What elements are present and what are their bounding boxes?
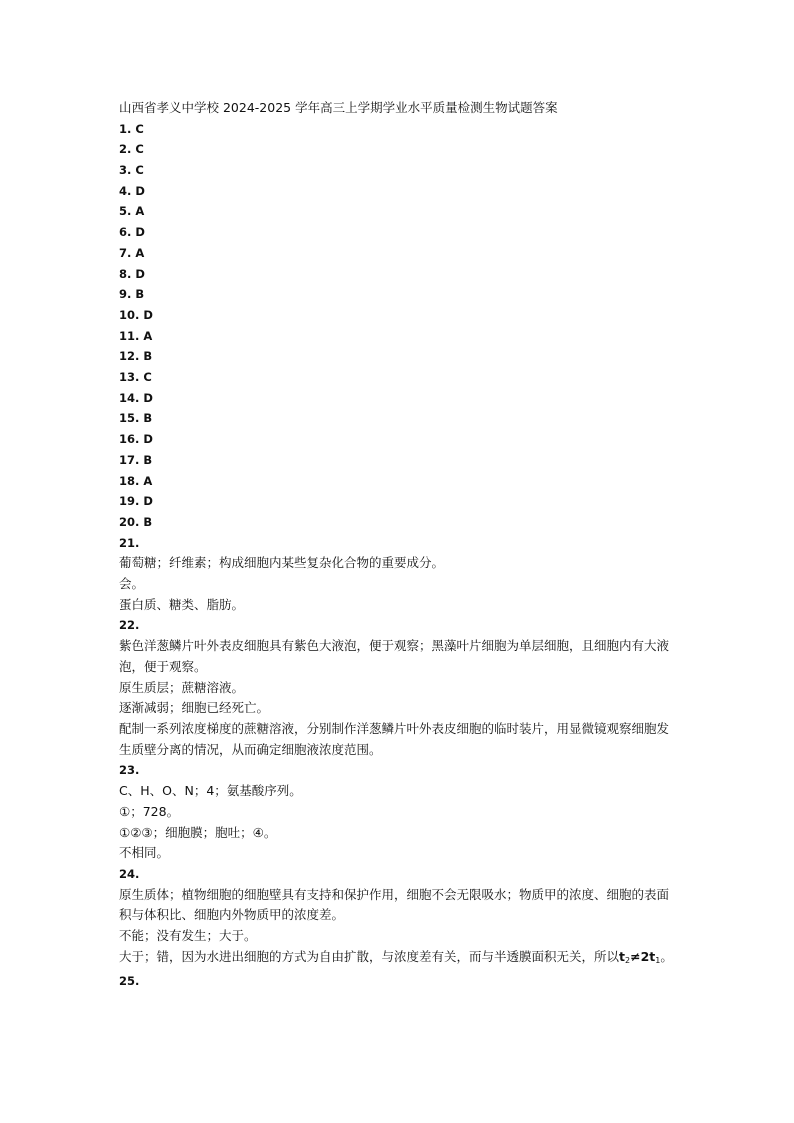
answer-item xyxy=(119,139,679,160)
question-23-answer xyxy=(119,760,679,864)
answer-line: 蛋白质、糖类、脂肪。 xyxy=(119,596,245,612)
document-title: 山西省孝义中学校 2024-2025 学年高三上学期学业水平质量检测生物试题答案 xyxy=(119,100,558,115)
answer-item xyxy=(119,160,679,181)
answer-number: 18. xyxy=(119,473,140,488)
answer-item xyxy=(119,408,679,429)
answer-number: 1. xyxy=(119,121,132,136)
answer-number: 11. xyxy=(119,328,140,343)
formula-operator: ≠2t xyxy=(630,948,656,964)
question-number: 22. xyxy=(119,618,140,633)
answer-choice: A xyxy=(143,328,153,343)
answer-choice: D xyxy=(135,266,145,281)
answer-item xyxy=(119,512,679,533)
answer-line: 配制一系列浓度梯度的蔗糖溶液，分别制作洋葱鳞片叶外表皮细胞的临时装片，用显微镜观察细胞发生质壁分离的情况，从而确定细胞液浓度范围。 xyxy=(119,720,670,757)
answer-item xyxy=(119,201,679,222)
answer-number: 7. xyxy=(119,245,132,260)
answer-line: 不相同。 xyxy=(119,845,170,861)
answer-number: 3. xyxy=(119,163,132,177)
question-21-answer xyxy=(119,533,679,616)
answer-choice: D xyxy=(143,494,153,509)
answer-number: 14. xyxy=(119,390,140,405)
answer-item xyxy=(119,222,679,243)
answer-number: 10. xyxy=(119,307,140,322)
answer-number: 8. xyxy=(119,266,132,281)
multiple-choice-answers xyxy=(119,119,679,533)
answer-line: 不能；没有发生；大于。 xyxy=(119,928,257,944)
answer-choice: C xyxy=(143,370,152,385)
answer-line: 紫色洋葱鳞片叶外表皮细胞具有紫色大液泡，便于观察；黑藻叶片细胞为单层细胞，且细胞内有大液泡，便于观察。 xyxy=(119,638,670,674)
answer-choice: A xyxy=(135,204,145,219)
answer-item xyxy=(119,119,679,140)
formula-variable: t xyxy=(619,948,625,964)
answer-number: 16. xyxy=(119,432,140,447)
answer-choice: A xyxy=(135,245,145,260)
answer-item xyxy=(119,305,679,326)
answer-item xyxy=(119,429,679,450)
formula-subscript: 1 xyxy=(655,955,661,965)
answer-number: 19. xyxy=(119,494,140,509)
answer-choice: B xyxy=(143,514,153,529)
question-number: 23. xyxy=(119,763,140,778)
answer-choice: B xyxy=(135,287,145,302)
answer-item xyxy=(119,326,679,347)
answer-line: C、H、O、N；4；氨基酸序列。 xyxy=(119,783,302,799)
answer-number: 12. xyxy=(119,349,140,364)
question-25-answer xyxy=(119,971,679,992)
question-number: 24. xyxy=(119,866,140,881)
formula-end: 。 xyxy=(660,948,673,964)
answer-choice: C xyxy=(135,121,144,136)
answer-item xyxy=(119,346,679,367)
answer-item xyxy=(119,367,679,388)
answer-choice: B xyxy=(143,349,153,364)
answer-line: ①；728。 xyxy=(119,803,180,819)
answer-item xyxy=(119,284,679,305)
answer-choice: A xyxy=(143,473,153,488)
answer-text: 大于；错，因为水进出细胞的方式为自由扩散，与浓度差有关，而与半透膜面积无关，所以 xyxy=(119,948,620,964)
answer-choice: B xyxy=(143,411,153,426)
answer-choice: B xyxy=(143,452,153,467)
answer-line: 逐渐减弱；细胞已经死亡。 xyxy=(119,700,270,716)
answer-item xyxy=(119,471,679,492)
answer-item xyxy=(119,181,679,202)
formula xyxy=(619,949,673,964)
answer-number: 4. xyxy=(119,183,132,198)
answer-choice: D xyxy=(143,390,153,405)
answer-item xyxy=(119,264,679,285)
document-page xyxy=(119,98,679,992)
question-24-answer xyxy=(119,864,679,972)
answer-line: 葡萄糖；纤维素；构成细胞内某些复杂化合物的重要成分。 xyxy=(119,555,445,571)
answer-line: 会。 xyxy=(119,576,145,592)
answer-choice: C xyxy=(135,142,144,157)
answer-line-with-formula xyxy=(119,947,675,972)
answer-line: 原生质层；蔗糖溶液。 xyxy=(119,679,245,695)
answer-choice: C xyxy=(135,163,144,177)
answer-number: 13. xyxy=(119,370,140,385)
question-22-answer xyxy=(119,615,679,760)
answer-number: 15. xyxy=(119,411,140,426)
question-number: 21. xyxy=(119,535,140,550)
answer-number: 9. xyxy=(119,287,132,302)
answer-number: 6. xyxy=(119,225,132,240)
formula-subscript: 2 xyxy=(625,955,631,965)
answer-item xyxy=(119,388,679,409)
answer-item xyxy=(119,243,679,264)
question-number: 25. xyxy=(119,974,140,989)
answer-number: 17. xyxy=(119,452,140,467)
answer-item xyxy=(119,491,679,512)
answer-item xyxy=(119,450,679,471)
answer-number: 5. xyxy=(119,204,132,219)
answer-line: ①②③；细胞膜；胞吐；④。 xyxy=(119,824,277,840)
answer-choice: D xyxy=(135,225,145,240)
answer-choice: D xyxy=(135,183,145,198)
answer-choice: D xyxy=(143,432,153,447)
answer-line: 原生质体；植物细胞的细胞壁具有支持和保护作用，细胞不会无限吸水；物质甲的浓度、细胞的表面积与体积比、细胞内外物质甲的浓度差。 xyxy=(119,886,670,923)
answer-number: 2. xyxy=(119,142,132,157)
answer-number: 20. xyxy=(119,514,140,529)
answer-choice: D xyxy=(143,307,153,322)
